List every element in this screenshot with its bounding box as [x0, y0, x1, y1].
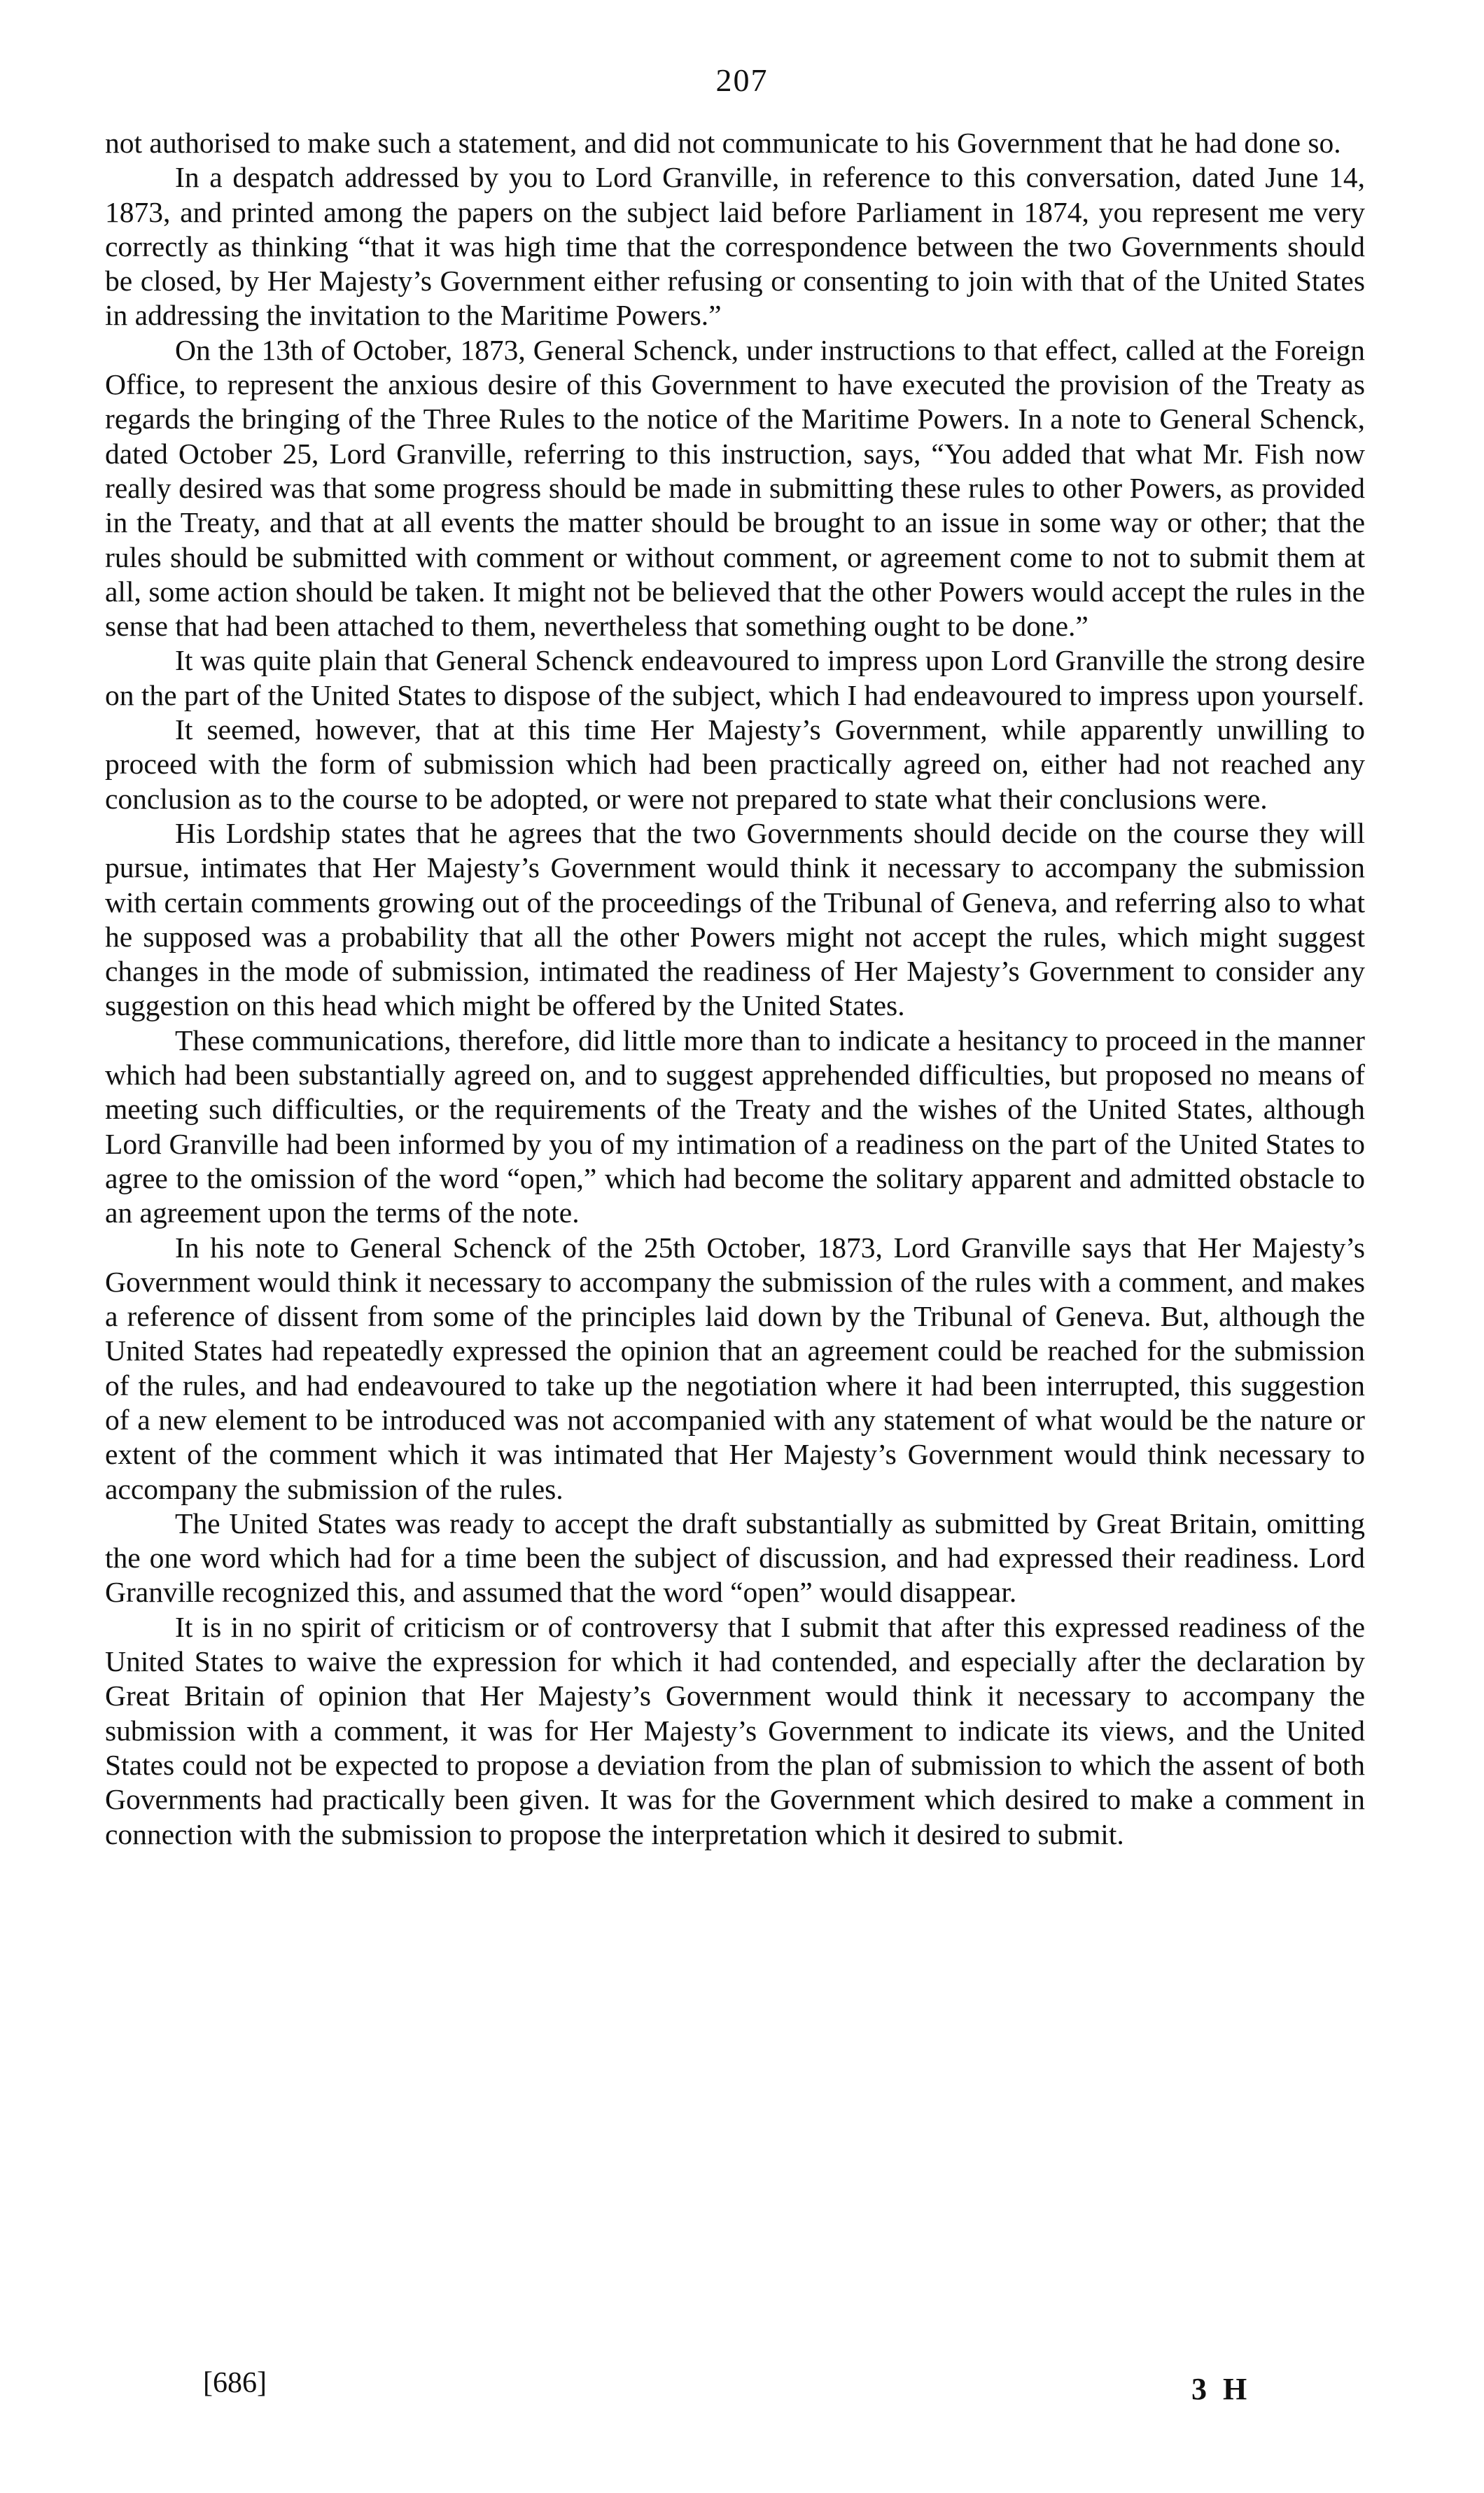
body-text [105, 126, 1365, 1852]
footer-signature-mark: 3 H [1191, 2372, 1252, 2406]
paragraph-continued: not authorised to make such a statement, and did not communicate to his Government that he had done so. [105, 127, 1341, 159]
paragraph-it-seemed: It seemed, however, that at this time Her Majesty’s Government, while apparently unwilling to proceed with the form of submission which had been practically agreed on, either had not reached any conclusion as to the course to be adopted, or were not prepared to state what their conclusions were. [105, 713, 1365, 815]
paragraph-communications: These communications, therefore, did little more than to indicate a hesitancy to proceed in the manner which had been substantially agreed on, and to suggest apprehended difficulties, but proposed no means of meeting such difficulties, or the requirements of the Treaty and the wishes of the United States, although Lord Granville had been informed by you of my intimation of a readiness on the part of the United States to agree to the omission of the word “open,” which had become the solitary apparent and admitted obstacle to an agreement upon the terms of the note. [105, 1024, 1365, 1229]
paragraph-note-october-25: In his note to General Schenck of the 25th October, 1873, Lord Granville says that Her Majesty’s Government would think it necessary to accompany the submission of the rules with a comment, and makes a reference of dissent from some of the principles laid down by the Tribunal of Geneva. But, although the United States had repeatedly expressed the opinion that an agreement could be reached for the submission of the rules, and had endeavoured to take up the negotiation where it had been interrupted, this suggestion of a new element to be introduced was not accompanied with any statement of what would be the nature or extent of the comment which it was intimated that Her Majesty’s Government would think necessary to accompany the submission of the rules. [105, 1231, 1365, 1505]
footer-document-number: [686] [203, 2367, 267, 2399]
paragraph-his-lordship: His Lordship states that he agrees that the two Governments should decide on the course they will pursue, intimates that Her Majesty’s Government would think it necessary to accompany the submission with certain comments growing out of the proceedings of the Tribunal of Geneva, and referring also to what he supposed was a probability that all the other Powers might not accept the rules, which might suggest changes in the mode of submission, intimated the readiness of Her Majesty’s Government to consider any suggestion on this head which might be offered by the United States. [105, 816, 1365, 1022]
paragraph-no-spirit: It is in no spirit of criticism or of controversy that I submit that after this expressed readiness of the United States to waive the expression for which it had contended, and especially after the declaration by Great Britain of opinion that Her Majesty’s Government would think it necessary to accompany the submission with a comment, it was for Her Majesty’s Government to indicate its views, and the United States could not be expected to propose a deviation from the plan of submission to which the assent of both Governments had practically been given. It was for the Government which desired to make a comment in connection with the submission to propose the interpretation which it desired to submit. [105, 1610, 1365, 1850]
paragraph-october-13: On the 13th of October, 1873, General Schenck, under instructions to that effect, called at the Foreign Office, to represent the anxious desire of this Government to have executed the provision of the Treaty as regards the bringing of the Three Rules to the notice of the Maritime Powers. In a note to General Schenck, dated October 25, Lord Granville, referring to this instruction, says, “You added that what Mr. Fish now really desired was that some progress should be made in submitting these rules to other Powers, as provided in the Treaty, and that at all events the matter should be brought to an issue in some way or other; that the rules should be submitted with comment or without comment, or agreement come to not to submit them at all, some action should be taken. It might not be believed that the other Powers would accept the rules in the sense that had been attached to them, nevertheless that something ought to be done.” [105, 333, 1365, 643]
page-number: 207 [715, 62, 769, 98]
paragraph-ready-to-accept: The United States was ready to accept the draft substantially as submitted by Great Britain, omitting the one word which had for a time been the subject of discussion, and had expressed their readiness. Lord Granville recognized this, and assumed that the word “open” would disappear. [105, 1507, 1365, 1609]
paragraph-despatch: In a despatch addressed by you to Lord Granville, in reference to this conversation, dated June 14, 1873, and printed among the papers on the subject laid before Parliament in 1874, you represent me very correctly as thinking “that it was high time that the correspondence between the two Governments should be closed, by Her Majesty’s Government either refusing or consenting to join with that of the United States in addressing the invitation to the Maritime Powers.” [105, 161, 1365, 332]
paragraph-schenck-endeavour: It was quite plain that General Schenck endeavoured to impress upon Lord Granville the strong desire on the part of the United States to dispose of the subject, which I had endeavoured to impress upon yourself. [105, 644, 1365, 711]
